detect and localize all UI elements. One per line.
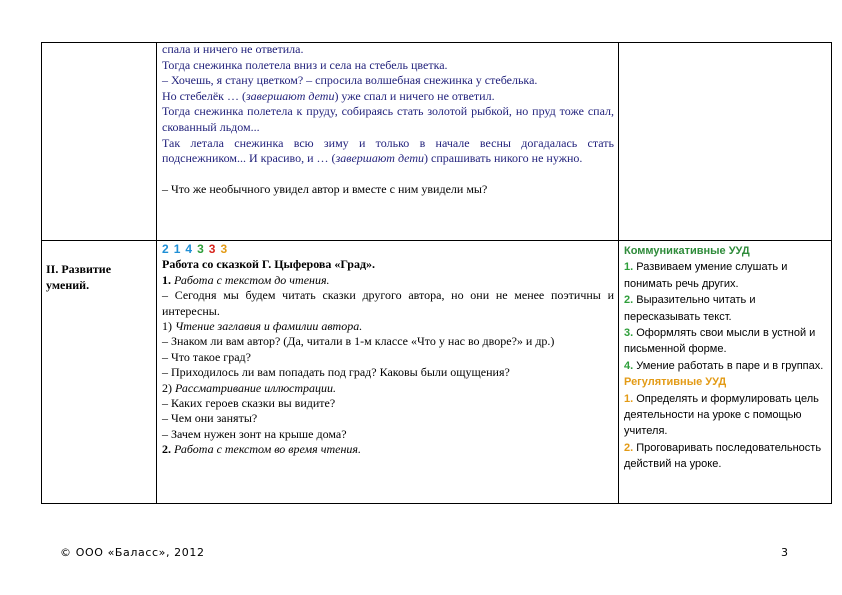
content-line: 2) Рассматривание иллюстрации. bbox=[162, 380, 337, 395]
stage-title: II. Развитие умений. bbox=[46, 262, 112, 292]
rating-numbers bbox=[162, 242, 614, 257]
row1-line-3: – Хочешь, я стану цветком? – спросила волшебная снежинка у стебелька. bbox=[162, 73, 538, 88]
content-line: – Приходилось ли вам попадать под град? Каковы были ощущения? bbox=[162, 365, 510, 380]
fairy-tale-heading: Работа со сказкой Г. Цыферова «Град». bbox=[162, 257, 376, 272]
communicative-uud-title: Коммуникативные УУД bbox=[624, 245, 750, 257]
children-complete-note: завершают дети bbox=[335, 151, 425, 166]
uud-cell bbox=[624, 243, 824, 473]
uud-item: 3. Оформлять свои мысли в устной и письменной форме. bbox=[624, 327, 816, 356]
uud-item: 1. Развиваем умение слушать и понимать речь других. bbox=[624, 261, 788, 290]
page-number: 3 bbox=[781, 546, 788, 559]
table-col-divider-2 bbox=[618, 42, 619, 504]
row2-content-cell bbox=[162, 242, 614, 458]
uud-item: 2. Выразительно читать и пересказывать текст. bbox=[624, 294, 756, 323]
children-complete-note: завершают дети bbox=[245, 88, 335, 103]
rating-number: 1 bbox=[173, 242, 181, 256]
content-line: 1) Чтение заглавия и фамилии автора. bbox=[162, 319, 363, 334]
content-line: – Зачем нужен зонт на крыше дома? bbox=[162, 426, 347, 441]
row1-line-1: спала и ничего не ответила. bbox=[162, 42, 304, 56]
uud-number: 4. bbox=[624, 359, 634, 372]
regulatory-uud-title: Регулятивные УУД bbox=[624, 376, 727, 389]
uud-number: 1. bbox=[624, 392, 634, 405]
stage-cell bbox=[46, 261, 151, 293]
row1-line-5: Тогда снежинка полетела к пруду, собираясь стать золотой рыбкой, но пруд тоже спал, скованный льдом... bbox=[162, 104, 614, 134]
copyright-footer: © ООО «Баласс», 2012 bbox=[60, 546, 205, 559]
content-line: – Каких героев сказки вы видите? bbox=[162, 396, 336, 411]
uud-item: 1. Определять и формулировать цель деятельности на уроке с помощью учителя. bbox=[624, 392, 819, 438]
table-col-divider-1 bbox=[156, 42, 157, 504]
step-1: 1. Работа с текстом до чтения. bbox=[162, 272, 330, 287]
uud-number: 3. bbox=[624, 327, 634, 340]
rating-number: 4 bbox=[185, 242, 193, 256]
uud-number: 1. bbox=[624, 261, 634, 274]
uud-item: 2. Проговаривать последовательность действий на уроке. bbox=[624, 441, 822, 471]
rating-number: 3 bbox=[208, 242, 216, 256]
rating-number: 3 bbox=[220, 242, 228, 256]
table-border-left bbox=[41, 42, 42, 504]
row1-content-cell bbox=[162, 42, 614, 198]
row1-line-6: Так летала снежинка всю зиму и только в начале весны догадалась стать подснежником... И красиво, и … (завершают дети) спрашивать никого не нужно. bbox=[162, 135, 614, 166]
uud-number: 2. bbox=[624, 294, 634, 307]
content-line: – Знаком ли вам автор? (Да, читали в 1-м классе «Что у нас во дворе?» и др.) bbox=[162, 334, 555, 349]
lesson-table bbox=[41, 42, 832, 504]
row1-line-2: Тогда снежинка полетела вниз и села на стебель цветка. bbox=[162, 57, 448, 72]
content-line: – Что такое град? bbox=[162, 349, 251, 364]
row1-line-4: Но стебелёк … (завершают дети) уже спал и ничего не ответил. bbox=[162, 88, 495, 103]
table-border-right bbox=[831, 42, 832, 504]
table-border-bottom bbox=[41, 503, 832, 504]
rating-number: 2 bbox=[162, 242, 169, 256]
uud-item: 4. Умение работать в паре и в группах. bbox=[624, 359, 824, 372]
rating-number: 3 bbox=[197, 242, 204, 256]
row1-spacer bbox=[162, 167, 614, 183]
content-line: – Сегодня мы будем читать сказки другого автора, но они не менее поэтичны и интересны. bbox=[162, 288, 614, 318]
table-row-divider bbox=[41, 240, 832, 241]
content-line: – Чем они заняты? bbox=[162, 411, 258, 426]
uud-number: 2. bbox=[624, 441, 634, 454]
row1-question: – Что же необычного увидел автор и вместе с ним увидели мы? bbox=[162, 182, 488, 197]
step-2: 2. Работа с текстом во время чтения. bbox=[162, 442, 362, 457]
